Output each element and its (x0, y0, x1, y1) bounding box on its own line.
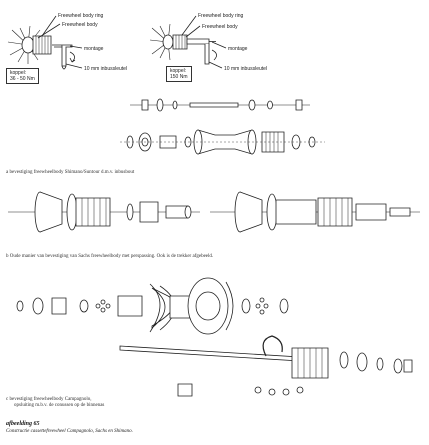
torque-box-right (166, 66, 192, 82)
label-montage-right: montage (228, 46, 248, 52)
figure-subtitle: Constructie cassettefreewheel Campagnolo, Sachs en Shimano. (6, 429, 133, 434)
caption-c-line2: opsluiting m.b.v. de conussen op de binnenas (14, 403, 105, 408)
label-montage-left: montage (84, 46, 104, 52)
label-freewheel-body-ring-left: Freewheel body ring (58, 13, 104, 19)
caption-b: b Oude manier van bevestiging van Sachs freewheelbody met perspassing. Ook is de trekker afgebeeld. (6, 254, 214, 259)
label-key-left: 10 mm inbussleutel (84, 66, 128, 72)
shimano-exploded-hub-drawing (120, 99, 325, 154)
figure-title: afbeelding 65 (6, 421, 40, 427)
caption-c-line1: c bevestiging freewheelbody Campagnolo, (6, 397, 92, 402)
torque-right-label: koppel: (170, 68, 187, 74)
torque-left-label: koppel: (10, 70, 27, 76)
label-key-right: 10 mm inbussleutel (224, 66, 268, 72)
sachs-hub-left-drawing (8, 192, 200, 232)
campagnolo-exploded-hub-drawing (17, 278, 412, 396)
label-freewheel-body-left: Freewheel body (62, 22, 98, 28)
torque-right-value: 150 Nm (170, 74, 188, 80)
torque-box-left (6, 68, 39, 84)
label-freewheel-body-right: Freewheel body (202, 24, 238, 30)
caption-a: a bevestiging freewheelbody Shimano/Suntour d.m.v. inbusbout (6, 170, 135, 175)
sachs-hub-right-drawing (210, 192, 420, 232)
torque-left-value: 36 - 50 Nm (10, 76, 35, 82)
label-freewheel-body-ring-right: Freewheel body ring (198, 13, 244, 19)
